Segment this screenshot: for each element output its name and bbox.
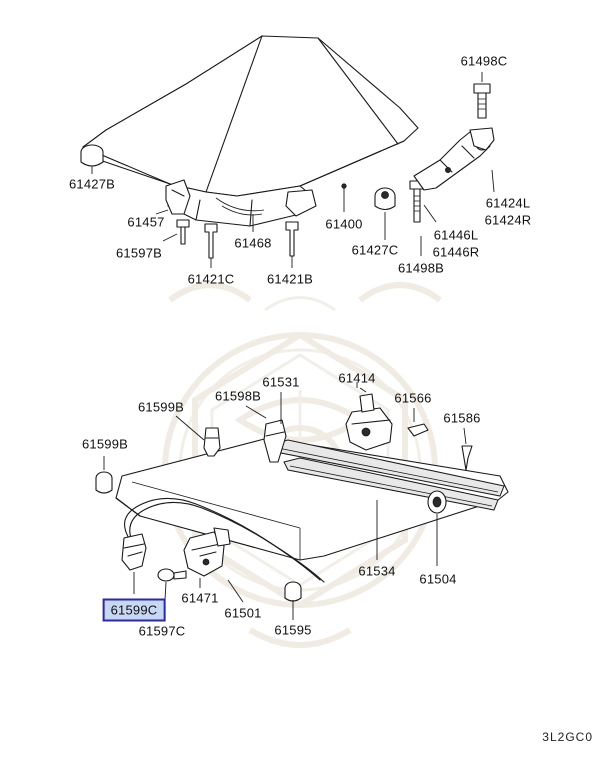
part-61597B (163, 220, 189, 244)
part-label[interactable]: 61595 (274, 622, 312, 638)
part-label[interactable]: 61446L (433, 227, 479, 243)
part-label[interactable]: 61534 (358, 563, 396, 579)
part-61504 (428, 491, 446, 566)
drawing-code: 3L2GC0 (542, 730, 593, 744)
part-61427C (375, 188, 395, 240)
part-label[interactable]: 61400 (325, 216, 363, 232)
part-label[interactable]: 61599B (137, 399, 185, 415)
part-label-selected[interactable]: 61599C (103, 599, 166, 622)
part-61586 (462, 428, 472, 470)
part-61424 (414, 128, 494, 192)
lead-61400 (342, 184, 346, 212)
part-label[interactable]: 61427B (68, 176, 116, 192)
part-61498C (474, 72, 490, 118)
part-label[interactable]: 61414 (338, 370, 376, 386)
part-61457 (156, 180, 190, 214)
part-label[interactable]: 61566 (394, 390, 432, 406)
part-label[interactable]: 61471 (181, 590, 219, 606)
part-61427B (81, 145, 103, 174)
part-label[interactable]: 61468 (234, 235, 272, 251)
part-61599B-left (96, 456, 112, 493)
part-label[interactable]: 61597B (115, 245, 163, 261)
part-label[interactable]: 61427C (351, 242, 399, 258)
part-label[interactable]: 61457 (127, 214, 165, 230)
part-label[interactable]: 61498B (397, 260, 445, 276)
part-label[interactable]: 61599B (81, 436, 129, 452)
part-label[interactable]: 61446R (432, 244, 480, 260)
part-label[interactable]: 61504 (419, 571, 457, 587)
part-label[interactable]: 61597C (138, 623, 186, 639)
part-label[interactable]: 61421C (187, 271, 235, 287)
hood-panel-group (83, 36, 418, 226)
part-label[interactable]: 61424L (485, 195, 531, 211)
part-label[interactable]: 61424R (484, 212, 532, 228)
part-label[interactable]: 61498C (460, 53, 508, 69)
part-61421C (205, 224, 217, 268)
part-label[interactable]: 61501 (224, 605, 262, 621)
part-label[interactable]: 61586 (443, 410, 481, 426)
part-label[interactable]: 61531 (262, 374, 300, 390)
part-61599C (122, 534, 146, 594)
part-label[interactable]: 61598B (214, 388, 262, 404)
part-label[interactable]: 61421B (266, 271, 314, 287)
part-61414 (346, 382, 392, 450)
part-61421B (286, 222, 298, 268)
